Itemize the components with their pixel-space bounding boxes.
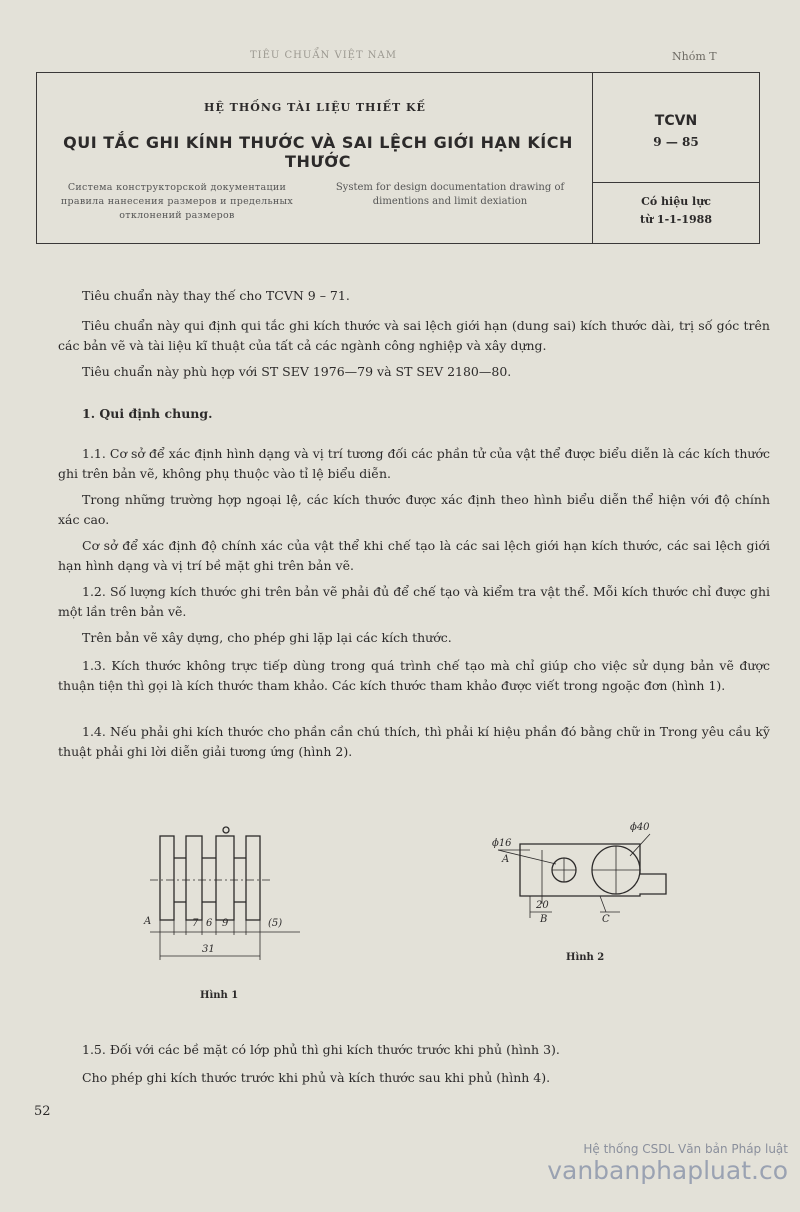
standard-number: 9 — 85	[653, 135, 699, 149]
paragraph-accuracy: Cơ sở để xác định độ chính xác của vật thể khi chế tạo là các sai lệch giới hạn kích thước, các sai lệch giới hạn hình dạng và vị trí bề mặt ghi trên bản vẽ.	[58, 538, 770, 573]
system-title: HỆ THỐNG TÀI LIỆU THIẾT KẾ	[204, 101, 426, 114]
paragraph-1-1: 1.1. Cơ sở để xác định hình dạng và vị trí tương đối các phần tử của vật thể được biểu diễn là các kích thước ghi trên bản vẽ, không phụ thuộc vào tỉ lệ biểu diễn.	[58, 446, 770, 481]
effective-label: Có hiệu lực	[641, 195, 711, 208]
fig1-dim-5-reference: (5)	[268, 918, 283, 929]
figure-1-drawing	[130, 820, 310, 970]
figure-2-drawing	[490, 820, 690, 940]
watermark-line-2: vanbanphapluat.co	[547, 1156, 788, 1185]
paragraph-construction: Trên bản vẽ xây dựng, cho phép ghi lặp lại các kích thước.	[82, 630, 452, 645]
standard-code: TCVN	[654, 113, 698, 129]
figure-2	[490, 820, 690, 963]
paragraph-1-5: 1.5. Đối với các bề mặt có lớp phủ thì ghi kích thước trước khi phủ (hình 3).	[82, 1042, 560, 1057]
standard-header-box	[36, 72, 760, 244]
header-title-cell	[37, 73, 593, 243]
paragraph-exceptions: Trong những trường hợp ngoại lệ, các kích thước được xác định theo hình biểu diễn thể hiện với độ chính xác cao.	[58, 492, 770, 527]
paragraph-replaces: Tiêu chuẩn này thay thế cho TCVN 9 – 71.	[82, 288, 350, 303]
effective-date-value: từ 1-1-1988	[640, 213, 712, 226]
main-title: QUI TẮC GHI KÍNH THƯỚC VÀ SAI LỆCH GIỚI HẠN KÍCH THƯỚC	[63, 133, 573, 171]
paragraph-scope: Tiêu chuẩn này qui định qui tắc ghi kích thước và sai lệch giới hạn (dung sai) kích thước dài, trị số góc trên các bản vẽ và tài liệu kĩ thuật của tất cả các ngành công nghiệp và xây dựng.	[58, 318, 770, 353]
paragraph-1-3: 1.3. Kích thước không trực tiếp dùng trong quá trình chế tạo mà chỉ giúp cho việc sử dụng bản vẽ được thuận tiện thì gọi là kích thước tham khảo. Các kích thước tham khảo được viết trong ngoặc đơn (hình 1).	[58, 658, 770, 693]
paragraph-coating: Cho phép ghi kích thước trước khi phủ và kích thước sau khi phủ (hình 4).	[82, 1070, 551, 1085]
english-subtitle: System for design documentation drawing of dimentions and limit dexiation	[335, 182, 565, 207]
paragraph-conformity: Tiêu chuẩn này phù hợp với ST SEV 1976—79 và ST SEV 2180—80.	[82, 364, 512, 379]
fig2-label-b: B	[540, 914, 548, 925]
watermark-line-1: Hệ thống CSDL Văn bản Pháp luật	[583, 1142, 788, 1156]
fig2-phi-40: ϕ40	[630, 822, 650, 833]
site-watermark	[547, 1142, 788, 1185]
section-heading-1: 1. Qui định chung.	[82, 406, 213, 421]
running-header: TIÊU CHUẨN VIỆT NAM	[250, 50, 398, 61]
fig2-label-a: A	[502, 854, 510, 865]
figure-2-caption: Hình 2	[566, 952, 605, 963]
paragraph-1-4: 1.4. Nếu phải ghi kích thước cho phần cần chú thích, thì phải kí hiệu phần đó bằng chữ in Trong yêu cầu kỹ thuật phải ghi lời diễn giải tương ứng (hình 2).	[58, 724, 770, 759]
fig2-dim-20: 20	[536, 900, 549, 911]
paragraph-1-2: 1.2. Số lượng kích thước ghi trên bản vẽ phải đủ để chế tạo và kiểm tra vật thể. Mỗi kích thước chỉ được ghi một lần trên bản vẽ.	[58, 584, 770, 619]
page-number: 52	[34, 1104, 51, 1119]
effective-date	[593, 193, 759, 229]
standard-code-cell	[593, 73, 759, 183]
fig1-dim-31: 31	[202, 944, 215, 955]
figure-1-caption: Hình 1	[200, 990, 239, 1001]
fig1-dim-6: 6	[206, 918, 213, 929]
fig1-dim-7: 7	[192, 918, 199, 929]
group-label: Nhóm T	[672, 50, 717, 63]
fig1-label-a: A	[144, 916, 152, 927]
figure-1	[130, 820, 310, 1001]
fig2-phi-16: ϕ16	[492, 838, 512, 849]
fig2-label-c: C	[602, 914, 610, 925]
fig1-dim-9: 9	[222, 918, 229, 929]
russian-subtitle: Система конструкторской документации правила нанесения размеров и предельных отклонений размеров	[60, 182, 294, 221]
